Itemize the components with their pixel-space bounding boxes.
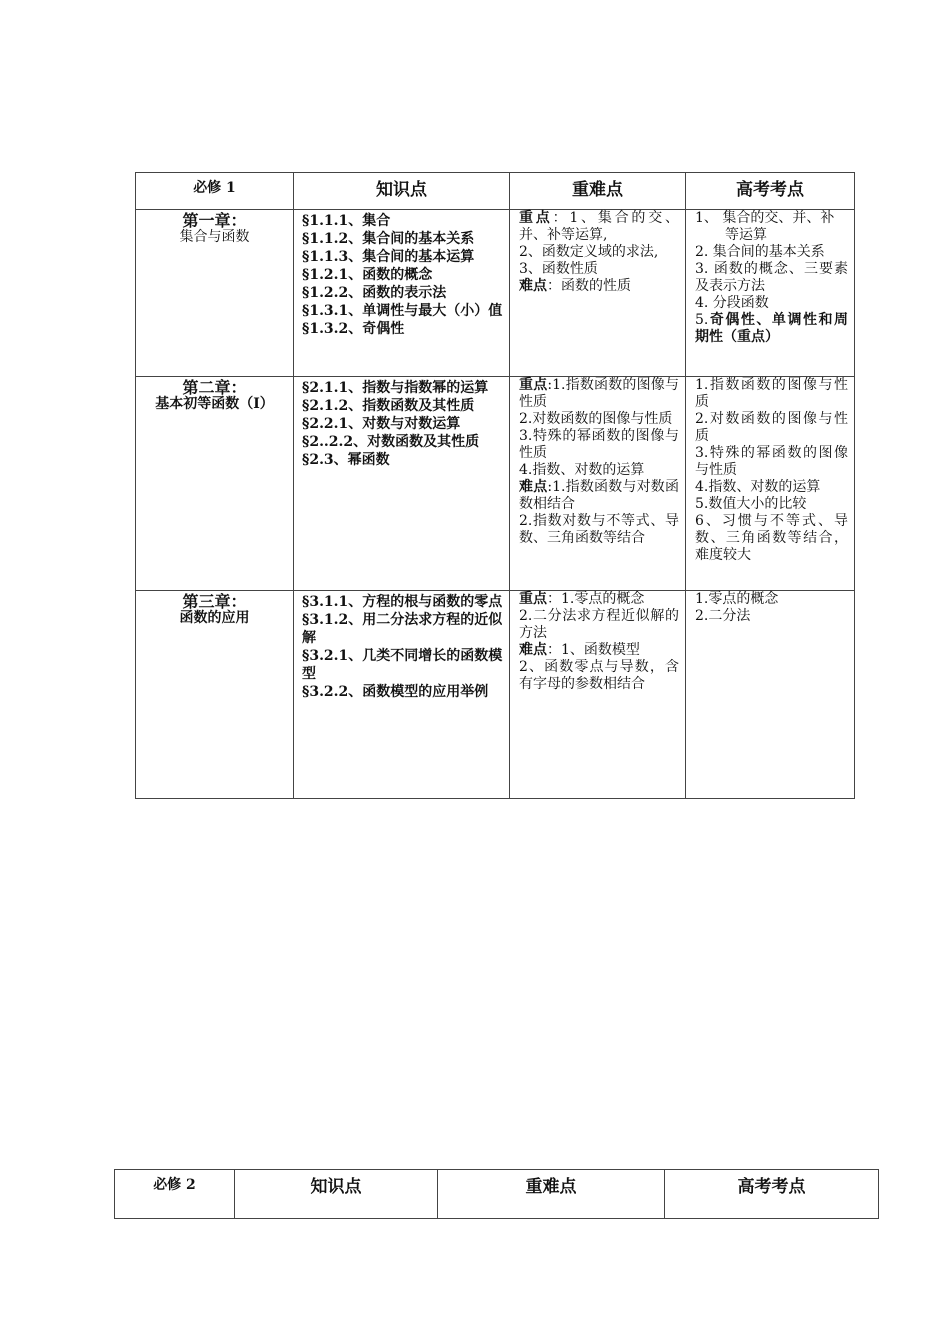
difficulty-line: 难点:1.指数函数与对数函数相结合: [519, 479, 680, 512]
chapter-title: 第二章：: [182, 378, 247, 397]
key-point-label: 重点: [519, 210, 553, 226]
hard-point-label: 难点: [519, 278, 547, 294]
chapter-subtitle: 基本初等函数（Ⅰ）: [155, 396, 274, 412]
key-point-label: 重点: [519, 377, 548, 393]
exam-item: 2.二分法: [695, 608, 751, 624]
difficulty-line: 3.特殊的幂函数的图像与性质: [519, 428, 679, 461]
knowledge-item: §3.1.1、方程的根与函数的零点: [302, 594, 503, 610]
table-header-row: [115, 1170, 879, 1219]
exam-item: 2. 集合间的基本关系: [695, 244, 825, 260]
difficulty-line: 重点:1.指数函数的图像与性质: [519, 377, 680, 410]
difficulty-line: 难点：函数的性质: [519, 278, 631, 294]
difficulty-cell: [510, 591, 686, 799]
knowledge-item: §1.1.1、集合: [302, 213, 391, 229]
header-exam: 高考考点: [686, 173, 855, 210]
difficulty-line: 2.二分法求方程近似解的方法: [519, 608, 679, 641]
knowledge-item: §1.3.2、奇偶性: [302, 321, 405, 337]
header-course: 必修 2: [115, 1170, 235, 1219]
header-difficulty: 重难点: [438, 1170, 665, 1219]
difficulty-line: 难点：1、函数模型: [519, 642, 640, 658]
difficulty-line: 2.指数对数与不等式、导数、三角函数等结合: [519, 513, 679, 546]
knowledge-item: §3.1.2、用二分法求方程的近似解: [302, 612, 503, 646]
chapter-cell: [136, 591, 294, 799]
chapter-title: 第三章：: [182, 592, 247, 611]
header-exam: 高考考点: [665, 1170, 879, 1219]
chapter-subtitle: 集合与函数: [179, 229, 250, 245]
knowledge-item: §1.1.3、集合间的基本运算: [302, 249, 475, 265]
difficulty-cell: [510, 377, 686, 591]
knowledge-item: §3.2.2、函数模型的应用举例: [302, 684, 489, 700]
knowledge-item: §2.2.1、对数与对数运算: [302, 416, 461, 432]
exam-item: 4.指数、对数的运算: [695, 479, 821, 495]
key-point-label: 重点: [519, 591, 547, 607]
table-row: [136, 377, 855, 591]
compulsory-2-table: [114, 1169, 879, 1219]
compulsory-1-table: [135, 172, 855, 799]
knowledge-cell: [294, 591, 510, 799]
exam-item: 3.特殊的幂函数的图像与性质: [695, 445, 848, 478]
knowledge-item: §1.2.2、函数的表示法: [302, 285, 447, 301]
header-course: 必修 1: [136, 173, 294, 210]
difficulty-line: 3、函数性质: [519, 261, 598, 277]
exam-cell: [686, 377, 855, 591]
difficulty-line: 重点：1、集合的交、并、补等运算,: [519, 210, 679, 243]
knowledge-item: §1.1.2、集合间的基本关系: [302, 231, 475, 247]
exam-item: 4. 分段函数: [695, 295, 769, 311]
knowledge-item: §2.1.2、指数函数及其性质: [302, 398, 475, 414]
chapter-subtitle: 函数的应用: [179, 610, 250, 626]
chapter-cell: [136, 377, 294, 591]
knowledge-cell: [294, 210, 510, 377]
knowledge-item: §1.3.1、单调性与最大（小）值: [302, 303, 503, 319]
chapter-cell: [136, 210, 294, 377]
knowledge-item: §1.2.1、函数的概念: [302, 267, 433, 283]
knowledge-item: §2.3、幂函数: [302, 452, 390, 468]
difficulty-line: 2.对数函数的图像与性质: [519, 411, 673, 427]
hard-point-label: 难点: [519, 479, 548, 495]
exam-item: 1.零点的概念: [695, 591, 779, 607]
exam-item: 2.对数函数的图像与性质: [695, 411, 848, 444]
knowledge-item: §2.1.1、指数与指数幂的运算: [302, 380, 489, 396]
knowledge-cell: [294, 377, 510, 591]
header-difficulty: 重难点: [510, 173, 686, 210]
knowledge-item: §2..2.2、对数函数及其性质: [302, 434, 480, 450]
header-knowledge: 知识点: [294, 173, 510, 210]
difficulty-cell: [510, 210, 686, 377]
table-row: [136, 210, 855, 377]
hard-point-label: 难点: [519, 642, 547, 658]
exam-item: 6、习惯与不等式、导数、三角函数等结合，难度较大: [695, 513, 848, 563]
exam-item: 等运算: [725, 227, 767, 243]
chapter-title: 第一章：: [182, 211, 247, 230]
exam-item: 3. 函数的概念、三要素及表示方法: [695, 261, 848, 294]
difficulty-line: 重点：1.零点的概念: [519, 591, 645, 607]
exam-item: 1.指数函数的图像与性质: [695, 377, 848, 410]
exam-cell: [686, 210, 855, 377]
knowledge-item: §3.2.1、几类不同增长的函数模型: [302, 648, 503, 682]
table-row: [136, 591, 855, 799]
table-header-row: [136, 173, 855, 210]
exam-cell: [686, 591, 855, 799]
header-knowledge: 知识点: [235, 1170, 438, 1219]
difficulty-line: 4.指数、对数的运算: [519, 462, 645, 478]
exam-item: 5.奇偶性、单调性和周期性（重点）: [695, 312, 848, 345]
difficulty-line: 2、函数定义域的求法,: [519, 244, 659, 260]
exam-item: 5.数值大小的比较: [695, 496, 807, 512]
exam-item: 1、 集合的交、并、补: [695, 210, 835, 226]
difficulty-line: 2、函数零点与导数，含有字母的参数相结合: [519, 659, 679, 692]
